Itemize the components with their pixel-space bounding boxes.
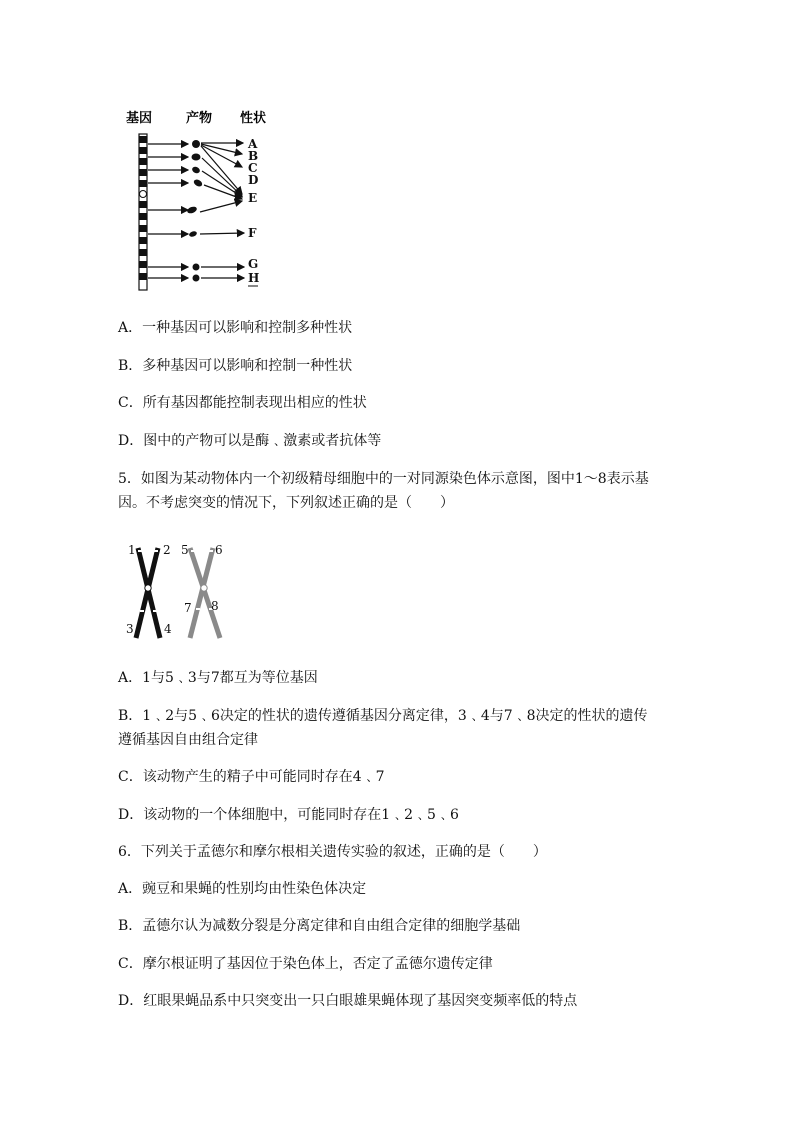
q5-option-b-line2: 遵循基因自由组合定律 xyxy=(118,732,258,748)
header-trait: 性状 xyxy=(240,111,267,126)
gene-label-8: 8 xyxy=(211,599,219,613)
trait-label-g: G xyxy=(248,257,259,271)
chromosome-dark xyxy=(136,548,160,638)
gene-label-2: 2 xyxy=(163,543,171,557)
gene-label-3: 3 xyxy=(126,622,134,636)
centromere-light xyxy=(201,585,207,591)
q4-option-b: B．多种基因可以影响和控制一种性状 xyxy=(118,358,353,374)
gene-label-5: 5 xyxy=(181,543,189,557)
q4-option-d: D．图中的产物可以是酶﹑激素或者抗体等 xyxy=(118,433,382,449)
trait-label-f: F xyxy=(248,226,257,240)
trait-label-b: B xyxy=(248,149,259,163)
q6-option-a: A．豌豆和果蝇的性别均由性染色体决定 xyxy=(118,881,367,897)
q6-stem: 6．下列关于孟德尔和摩尔根相关遗传实验的叙述，正确的是（ ） xyxy=(118,844,547,860)
product-to-trait-arrows xyxy=(200,143,244,278)
trait-label-c: C xyxy=(248,161,258,175)
gene-product-trait-diagram xyxy=(118,106,298,294)
trait-label-e: E xyxy=(248,191,258,205)
gene-to-product-arrows xyxy=(148,144,188,278)
header-product: 产物 xyxy=(186,111,213,126)
q5-option-c: C．该动物产生的精子中可能同时存在4﹑7 xyxy=(118,769,385,785)
homologous-chromosome-diagram xyxy=(118,538,228,646)
q6-option-b: B．孟德尔认为减数分裂是分离定律和自由组合定律的细胞学基础 xyxy=(118,918,521,934)
q6-option-d: D．红眼果蝇品系中只突变出一只白眼雄果蝇体现了基因突变频率低的特点 xyxy=(118,993,578,1009)
centromere-dark xyxy=(145,585,151,591)
trait-label-a: A xyxy=(248,137,258,151)
header-gene: 基因 xyxy=(126,111,153,126)
products xyxy=(186,140,203,282)
gene-strand xyxy=(139,134,147,290)
q5-option-a: A．1与5﹑3与7都互为等位基因 xyxy=(118,670,318,686)
chromosome-light xyxy=(190,548,220,638)
gene-label-4: 4 xyxy=(164,622,172,636)
q5-option-d: D．该动物的一个体细胞中，可能同时存在1﹑2﹑5﹑6 xyxy=(118,807,459,823)
q4-option-a: A．一种基因可以影响和控制多种性状 xyxy=(118,320,353,336)
gene-label-1: 1 xyxy=(128,543,136,557)
trait-label-d: D xyxy=(248,173,259,187)
gene-label-6: 6 xyxy=(215,543,223,557)
q5-stem-line2: 因。不考虑突变的情况下，下列叙述正确的是（ ） xyxy=(118,495,454,511)
q4-option-c: C．所有基因都能控制表现出相应的性状 xyxy=(118,395,367,411)
q5-option-b-line1: B．1﹑2与5﹑6决定的性状的遗传遵循基因分离定律，3﹑4与7﹑8决定的性状的遗传 xyxy=(118,708,648,724)
trait-label-h: H xyxy=(248,271,260,285)
q6-option-c: C．摩尔根证明了基因位于染色体上，否定了孟德尔遗传定律 xyxy=(118,956,493,972)
q5-stem-line1: 5．如图为某动物体内一个初级精母细胞中的一对同源染色体示意图，图中1～8表示基 xyxy=(118,471,649,487)
gene-label-7: 7 xyxy=(184,601,192,615)
